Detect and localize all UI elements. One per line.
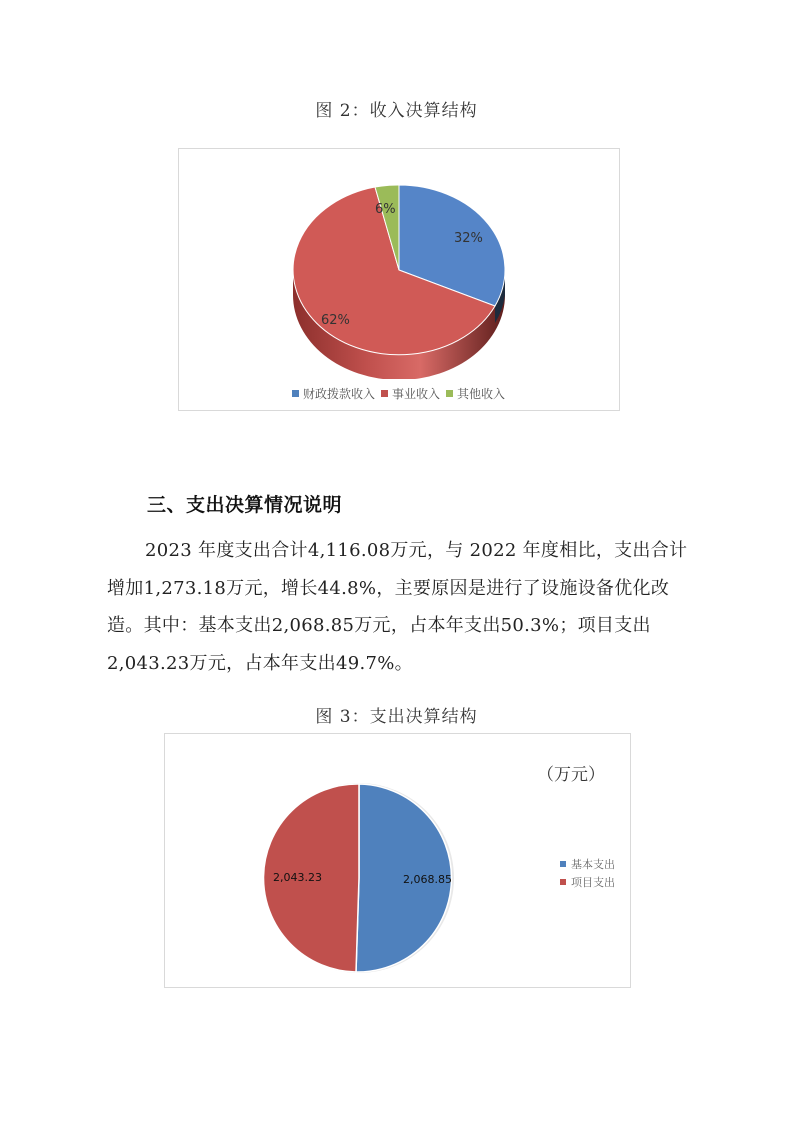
label-basic: 2,068.85 (403, 873, 452, 886)
legend-label: 事业收入 (392, 387, 441, 401)
blue-swatch-icon (292, 390, 299, 397)
legend-label: 其他收入 (457, 387, 506, 401)
label-6: 6% (375, 202, 396, 217)
legend-label: 财政拨款收入 (303, 387, 376, 401)
label-project: 2,043.23 (273, 871, 322, 884)
label-62: 62% (321, 313, 350, 328)
income-legend (292, 385, 511, 402)
legend-label: 基本支出 (571, 858, 615, 871)
legend-business (381, 385, 440, 402)
expenditure-paragraph: 2023 年度支出合计4,116.08万元，与 2022 年度相比，支出合计增加1,273.18万元，增长44.8%，主要原因是进行了设施设备优化改造。其中：基本支出2,068.85万元，占本年支出50.3%；项目支出2,043.23万元，占本年支出49.7%。 (107, 540, 688, 674)
income-structure-chart (178, 148, 620, 411)
unit-label: （万元） (537, 765, 605, 785)
legend-fiscal (292, 385, 375, 402)
section-heading: 三、支出决算情况说明 (147, 494, 343, 516)
legend-project (560, 873, 615, 891)
red-swatch-icon (560, 879, 566, 885)
expenditure-structure-chart (164, 733, 631, 988)
figure-3-caption: 图 3：支出决算结构 (315, 707, 478, 727)
red-swatch-icon (381, 390, 388, 397)
legend-other (446, 385, 505, 402)
blue-swatch-icon (560, 861, 566, 867)
figure-2-caption: 图 2：收入决算结构 (315, 101, 478, 121)
income-pie-3d (179, 149, 619, 379)
expenditure-pie (255, 734, 555, 984)
expenditure-legend (560, 855, 615, 891)
legend-basic (560, 855, 615, 873)
green-swatch-icon (446, 390, 453, 397)
label-32: 32% (454, 231, 483, 246)
legend-label: 项目支出 (571, 876, 615, 889)
